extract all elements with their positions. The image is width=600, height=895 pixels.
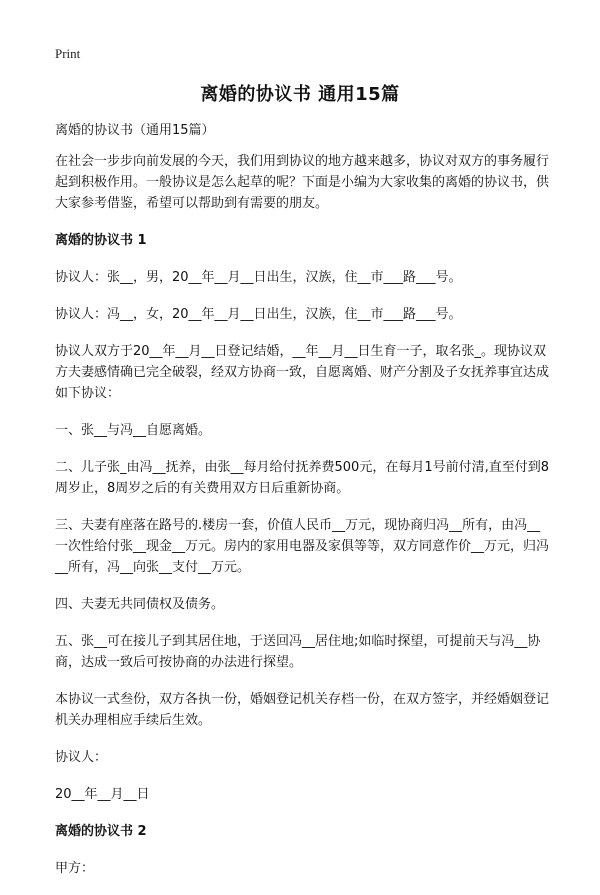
- signature-line: 协议人：: [55, 750, 108, 765]
- document-subtitle: 离婚的协议书（通用15篇）: [55, 123, 215, 138]
- party-a-line-2: 甲方：: [55, 861, 95, 876]
- document-body: [55, 120, 550, 895]
- intro-paragraph: 在社会一步步向前发展的今天，我们用到协议的地方越来越多，协议对双方的事务履行起到积极作用。一般协议是怎么起草的呢？下面是小编为大家收集的离婚的协议书，供大家参考借鉴，希望可以帮助到有需要的朋友。: [55, 154, 550, 211]
- section-heading-1: 离婚的协议书 1: [55, 233, 147, 248]
- clause-1: 一、张__与冯__自愿离婚。: [55, 423, 212, 438]
- clause-2: 二、儿子张_由冯__抚养，由张__每月给付抚养费500元，在每月1号前付清,直至付到8周岁止，8周岁之后的有关费用双方日后重新协商。: [55, 460, 549, 496]
- copies-paragraph: 本协议一式叁份，双方各执一份，婚姻登记机关存档一份，在双方签字，并经婚姻登记机关办理相应手续后生效。: [55, 692, 550, 728]
- party-b-line: 协议人：冯__，女，20__年__月__日出生，汉族，住__市___路___号。: [55, 307, 462, 322]
- date-line: 20__年__月__日: [55, 787, 150, 802]
- clause-3: 三、夫妻有座落在路号的.楼房一套，价值人民币__万元，现协商归冯__所有，由冯__一次性给付张__现金__万元。房内的家用电器及家俱等等，双方同意作价__万元，归冯__所有，冯__向张__支付__万元。: [55, 518, 550, 575]
- clause-5: 五、张__可在接儿子到其居住地，于送回冯__居住地;如临时探望，可提前天与冯__协商，达成一致后可按协商的办法进行探望。: [55, 634, 541, 670]
- clause-4: 四、夫妻无共同债权及债务。: [55, 597, 225, 612]
- page-title: 离婚的协议书 通用15篇: [200, 84, 400, 105]
- section-heading-2: 离婚的协议书 2: [55, 824, 147, 839]
- background-paragraph: 协议人双方于20__年__月__日登记结婚，__年__月__日生育一子，取名张_。现协议双方夫妻感情确已完全破裂，经双方协商一致，自愿离婚、财产分割及子女抚养事宜达成如下协议：: [55, 344, 550, 401]
- party-a-line: 协议人：张__，男，20__年__月__日出生，汉族，住__市___路___号。: [55, 270, 462, 285]
- print-link[interactable]: Print: [55, 46, 81, 61]
